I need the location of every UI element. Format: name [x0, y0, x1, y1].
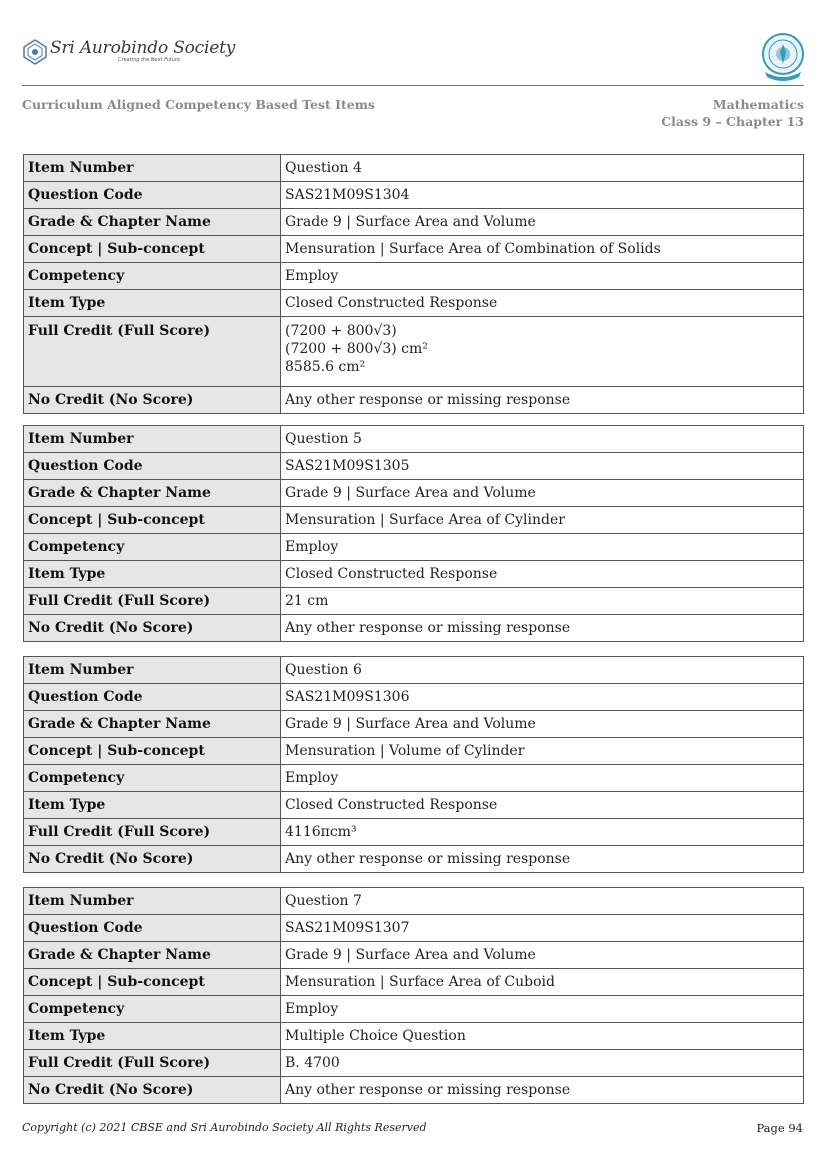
field-label: Item Number	[24, 657, 281, 684]
grade-chapter-value: Grade 9 | Surface Area and Volume	[281, 942, 804, 969]
no-credit-value: Any other response or missing response	[281, 1077, 804, 1104]
field-label: Full Credit (Full Score)	[24, 819, 281, 846]
no-credit-value: Any other response or missing response	[281, 387, 804, 414]
full-credit-line: (7200 + 800√3)	[285, 323, 397, 339]
table-row	[24, 236, 804, 263]
item-number-value: Question 6	[281, 657, 804, 684]
field-label: Competency	[24, 996, 281, 1023]
field-label: Question Code	[24, 915, 281, 942]
item-number-value: Question 7	[281, 888, 804, 915]
question-code-value: SAS21M09S1306	[281, 684, 804, 711]
copyright-notice: Copyright (c) 2021 CBSE and Sri Aurobindo Society All Rights Reserved	[22, 1121, 427, 1134]
full-credit-value: 4116πcm³	[281, 819, 804, 846]
question-code-value: SAS21M09S1304	[281, 182, 804, 209]
grade-chapter-value: Grade 9 | Surface Area and Volume	[281, 711, 804, 738]
table-row	[24, 615, 804, 642]
concept-value: Mensuration | Surface Area of Cuboid	[281, 969, 804, 996]
no-credit-value: Any other response or missing response	[281, 615, 804, 642]
field-label: Question Code	[24, 684, 281, 711]
item-table-question-6	[23, 656, 804, 873]
item-table-question-5	[23, 425, 804, 642]
field-label: Concept | Sub-concept	[24, 236, 281, 263]
full-credit-line: (7200 + 800√3) cm²	[285, 341, 428, 357]
field-label: Grade & Chapter Name	[24, 942, 281, 969]
field-label: Item Number	[24, 888, 281, 915]
table-row	[24, 819, 804, 846]
table-row	[24, 317, 804, 387]
field-label: Concept | Sub-concept	[24, 969, 281, 996]
table-row	[24, 209, 804, 236]
field-label: Item Type	[24, 561, 281, 588]
item-table-question-4	[23, 154, 804, 414]
competency-value: Employ	[281, 765, 804, 792]
org-name: Sri Aurobindo Society	[50, 38, 236, 58]
table-row	[24, 1077, 804, 1104]
table-row	[24, 426, 804, 453]
field-label: Full Credit (Full Score)	[24, 317, 281, 387]
full-credit-value	[281, 317, 804, 387]
item-type-value: Closed Constructed Response	[281, 561, 804, 588]
grade-chapter-value: Grade 9 | Surface Area and Volume	[281, 209, 804, 236]
field-label: Question Code	[24, 453, 281, 480]
sri-aurobindo-society-logo	[22, 38, 236, 68]
table-row	[24, 263, 804, 290]
table-row	[24, 711, 804, 738]
field-label: Item Number	[24, 155, 281, 182]
table-row	[24, 290, 804, 317]
item-number-value: Question 5	[281, 426, 804, 453]
field-label: Full Credit (Full Score)	[24, 1050, 281, 1077]
table-row	[24, 888, 804, 915]
org-tagline: Creating the Next Future	[118, 57, 181, 63]
item-type-value: Closed Constructed Response	[281, 290, 804, 317]
table-row	[24, 561, 804, 588]
concept-value: Mensuration | Volume of Cylinder	[281, 738, 804, 765]
table-row	[24, 684, 804, 711]
field-label: Grade & Chapter Name	[24, 209, 281, 236]
competency-value: Employ	[281, 263, 804, 290]
field-label: Competency	[24, 263, 281, 290]
item-type-value: Multiple Choice Question	[281, 1023, 804, 1050]
field-label: No Credit (No Score)	[24, 846, 281, 873]
concept-value: Mensuration | Surface Area of Combination of Solids	[281, 236, 804, 263]
table-row	[24, 480, 804, 507]
table-row	[24, 1050, 804, 1077]
table-row	[24, 792, 804, 819]
table-row	[24, 738, 804, 765]
field-label: Concept | Sub-concept	[24, 507, 281, 534]
field-label: Grade & Chapter Name	[24, 480, 281, 507]
table-row	[24, 915, 804, 942]
society-emblem-icon	[22, 39, 48, 65]
item-number-value: Question 4	[281, 155, 804, 182]
question-code-value: SAS21M09S1305	[281, 453, 804, 480]
table-row	[24, 1023, 804, 1050]
field-label: No Credit (No Score)	[24, 615, 281, 642]
field-label: Item Type	[24, 290, 281, 317]
concept-value: Mensuration | Surface Area of Cylinder	[281, 507, 804, 534]
table-row	[24, 969, 804, 996]
field-label: Item Type	[24, 1023, 281, 1050]
full-credit-value: B. 4700	[281, 1050, 804, 1077]
page-number: Page 94	[756, 1121, 803, 1135]
document-title: Curriculum Aligned Competency Based Test Items	[22, 97, 375, 112]
field-label: Question Code	[24, 182, 281, 209]
field-label: No Credit (No Score)	[24, 387, 281, 414]
table-row	[24, 534, 804, 561]
field-label: Full Credit (Full Score)	[24, 588, 281, 615]
table-row	[24, 996, 804, 1023]
field-label: No Credit (No Score)	[24, 1077, 281, 1104]
table-row	[24, 182, 804, 209]
table-row	[24, 453, 804, 480]
field-label: Concept | Sub-concept	[24, 738, 281, 765]
field-label: Competency	[24, 765, 281, 792]
table-row	[24, 588, 804, 615]
no-credit-value: Any other response or missing response	[281, 846, 804, 873]
table-row	[24, 846, 804, 873]
field-label: Item Number	[24, 426, 281, 453]
subject-label: Mathematics	[712, 97, 804, 112]
full-credit-line: 8585.6 cm²	[285, 359, 366, 375]
table-row	[24, 765, 804, 792]
field-label: Item Type	[24, 792, 281, 819]
competency-value: Employ	[281, 996, 804, 1023]
field-label: Competency	[24, 534, 281, 561]
header-divider	[22, 85, 804, 86]
class-chapter-label: Class 9 – Chapter 13	[661, 114, 804, 129]
field-label: Grade & Chapter Name	[24, 711, 281, 738]
full-credit-value: 21 cm	[281, 588, 804, 615]
item-type-value: Closed Constructed Response	[281, 792, 804, 819]
item-table-question-7	[23, 887, 804, 1104]
table-row	[24, 387, 804, 414]
question-code-value: SAS21M09S1307	[281, 915, 804, 942]
competency-value: Employ	[281, 534, 804, 561]
table-row	[24, 155, 804, 182]
table-row	[24, 657, 804, 684]
grade-chapter-value: Grade 9 | Surface Area and Volume	[281, 480, 804, 507]
table-row	[24, 942, 804, 969]
cbse-seal-icon	[760, 32, 806, 82]
table-row	[24, 507, 804, 534]
